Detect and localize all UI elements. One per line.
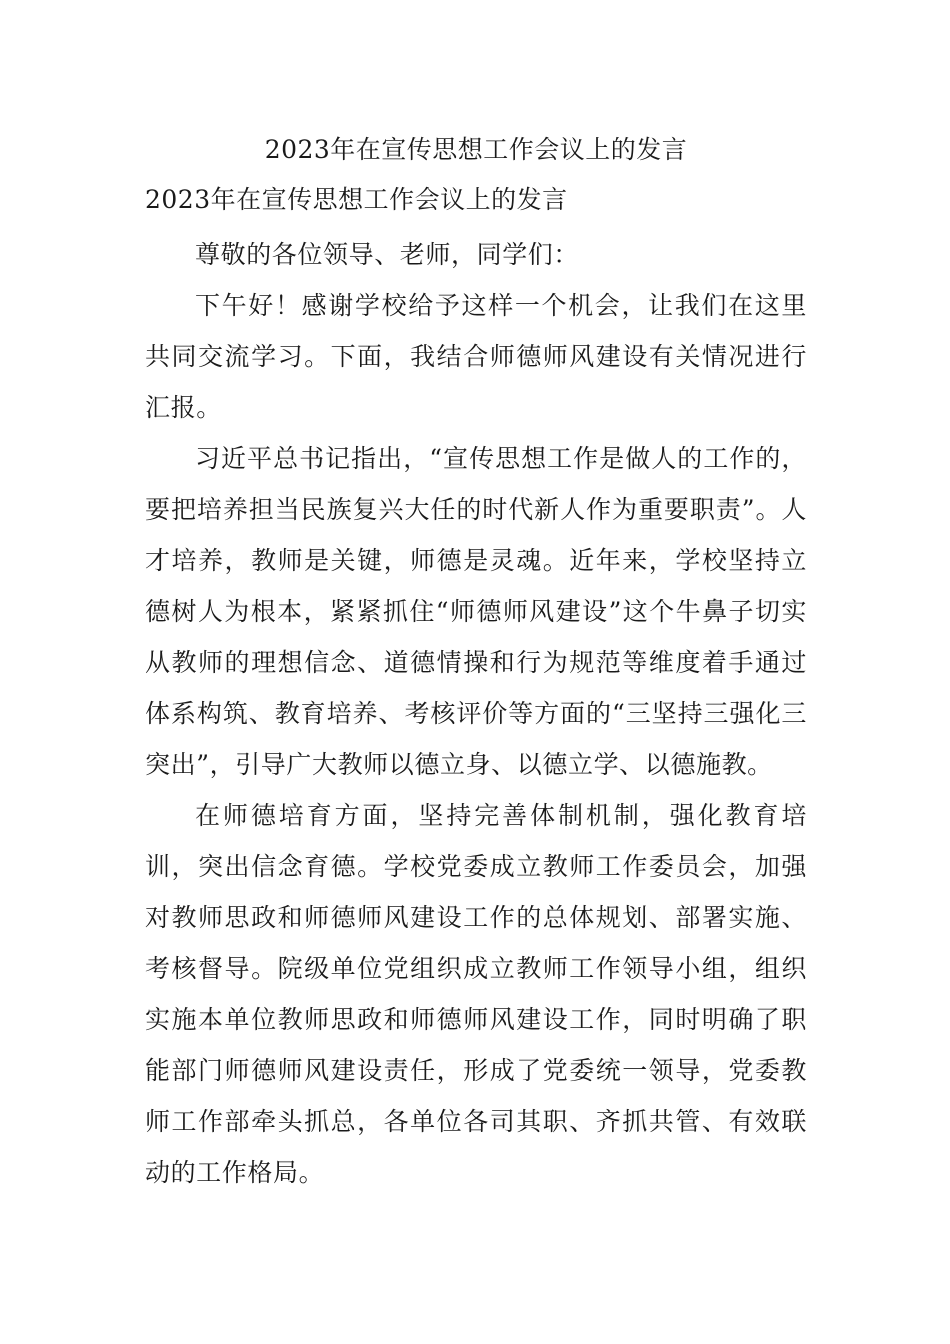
paragraph-cultivation: 在师德培育方面，坚持完善体制机制，强化教育培训，突出信念育德。学校党委成立教师工作委员会，加强对教师思政和师德师风建设工作的总体规划、部署实施、考核督导。院级单位党组织成立教师工作领导小组，组织实施本单位教师思政和师德师风建设工作，同时明确了职能部门师德师风建设责任，形成了党委统一领导，党委教师工作部牵头抓总，各单位各司其职、齐抓共管、有效联动的工作格局。 <box>145 801 807 1187</box>
document-page <box>145 128 807 1198</box>
paragraph-greeting: 尊敬的各位领导、老师，同学们： <box>195 240 580 269</box>
paragraph-quote: 习近平总书记指出，“宣传思想工作是做人的工作的，要把培养担当民族复兴大任的时代新人作为重要职责”。人才培养，教师是关键，师德是灵魂。近年来，学校坚持立德树人为根本，紧紧抓住“师德师风建设”这个牛鼻子切实从教师的理想信念、道德情操和行为规范等维度着手通过体系构筑、教育培养、考核评价等方面的“三坚持三强化三突出”，引导广大教师以德立身、以德立学、以德施教。 <box>145 444 807 779</box>
document-title: 2023年在宣传思想工作会议上的发言 <box>264 135 688 164</box>
document-subtitle: 2023年在宣传思想工作会议上的发言 <box>145 185 568 214</box>
paragraph-opening: 下午好！感谢学校给予这样一个机会，让我们在这里共同交流学习。下面，我结合师德师风建设有关情况进行汇报。 <box>145 291 807 422</box>
